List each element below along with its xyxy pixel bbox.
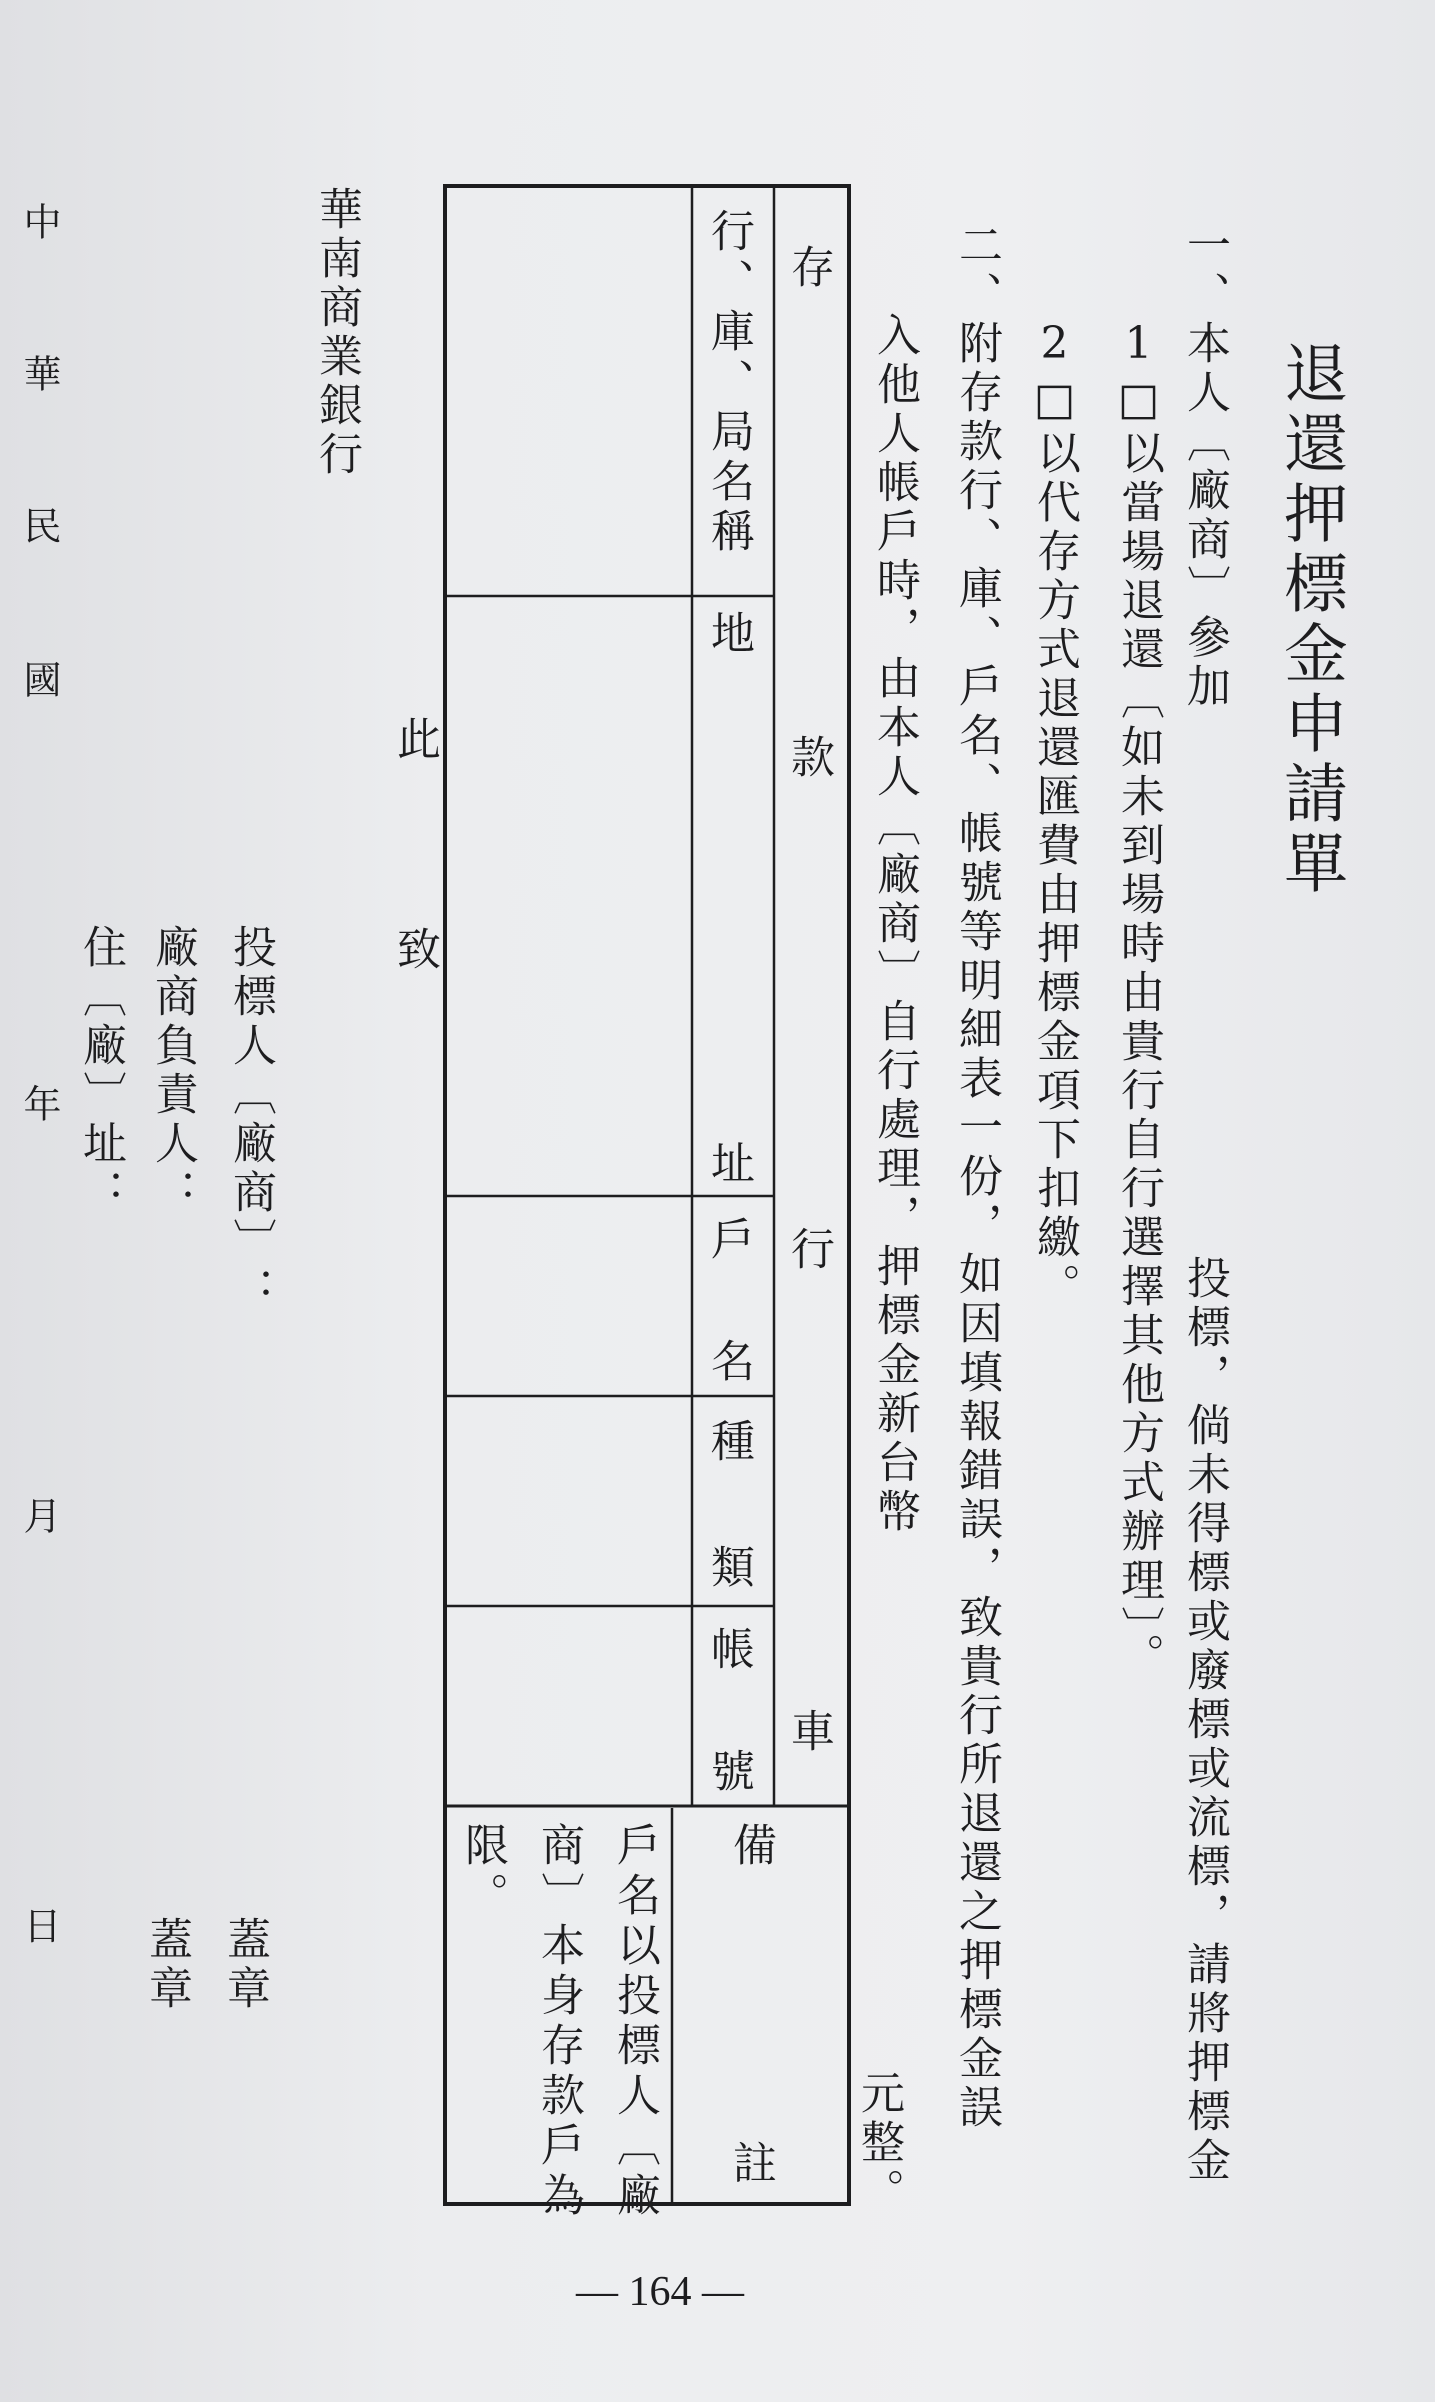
- item2-line2: 入他人帳戶時，由本人〔廠商〕自行處理，押標金新台幣: [869, 312, 920, 1537]
- section-header-char-4: 車: [783, 1708, 834, 1758]
- section-header-char-3: 行: [783, 1226, 834, 1276]
- bidder-label: 投標人〔廠商〕：: [225, 924, 276, 1316]
- item2-line1: 二、附存款行、庫、戶名、帳號等明細表一份，如因填報錯誤，致貴行所退還之押標金誤: [951, 222, 1002, 2133]
- page-number: — 164 —: [576, 2269, 744, 2315]
- addressee-bank: 華南商業銀行: [311, 186, 362, 480]
- date-min: 民: [17, 506, 61, 544]
- item1-line1: 一、本人〔廠商〕參加: [1179, 222, 1230, 712]
- seal-label-1: 蓋章: [219, 1916, 270, 2014]
- responsible-person-label: 廠商負責人：: [147, 924, 198, 1218]
- date-month: 月: [17, 1496, 61, 1534]
- section-header-char-1: 存: [783, 244, 834, 294]
- item1-line1-tail: 投標，倘未得標或廢標或流標，請將押標金: [1179, 1255, 1230, 2186]
- column-address-label-top: 地: [703, 610, 754, 660]
- item1-option2: 2□以代存方式退還匯費由押標金項下扣繳。: [1029, 318, 1080, 1312]
- column-account-no-label-bottom: 號: [703, 1748, 754, 1798]
- column-account-name-label-top: 戶: [703, 1216, 754, 1266]
- address-label: 住〔廠〕址：: [75, 924, 126, 1218]
- form-title: 退還押標金申請單: [1273, 340, 1347, 900]
- date-day: 日: [17, 1906, 61, 1944]
- column-account-no-label-top: 帳: [703, 1626, 754, 1676]
- item1-option1: 1□以當場退還〔如未到場時由貴行自行選擇其他方式辦理〕。: [1113, 318, 1164, 1682]
- date-year: 年: [17, 1084, 61, 1122]
- remarks-header-bottom: 註: [725, 2140, 776, 2190]
- remarks-text-line3: 限。: [457, 1822, 508, 1922]
- date-guo: 國: [17, 660, 61, 698]
- column-type-label-bottom: 類: [703, 1544, 754, 1594]
- seal-label-2: 蓋章: [141, 1916, 192, 2014]
- column-bank-name-label: 行、庫、局名稱: [703, 208, 754, 558]
- column-account-name-label-bottom: 名: [703, 1338, 754, 1388]
- closing-zhi: 致: [389, 926, 440, 975]
- remarks-text-line2: 商〕本身存款戶為: [533, 1822, 584, 2222]
- column-address-label-bottom: 址: [703, 1140, 754, 1190]
- column-type-label-top: 種: [703, 1418, 754, 1468]
- date-hua: 華: [17, 354, 61, 392]
- date-zhong: 中: [17, 202, 61, 240]
- section-header-char-2: 款: [783, 734, 834, 784]
- remarks-text-line1: 戶名以投標人〔廠: [609, 1822, 660, 2222]
- closing-ci: 此: [389, 716, 440, 765]
- item2-line2-tail: 元整。: [853, 2070, 904, 2217]
- remarks-header-top: 備: [725, 1822, 776, 1872]
